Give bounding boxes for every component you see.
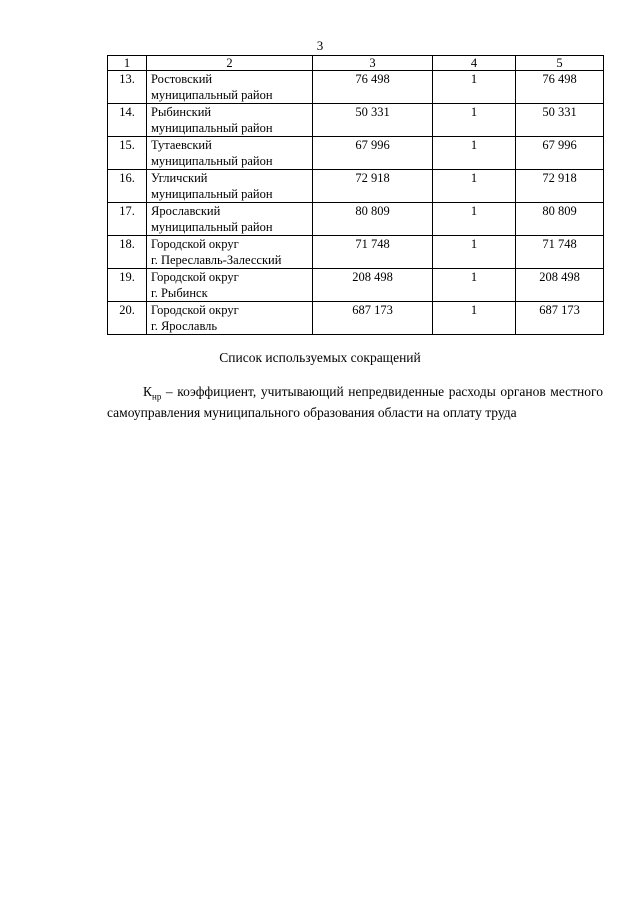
row-name-line-1: Городской округ <box>151 303 239 317</box>
table-body <box>108 71 604 335</box>
abbreviation-term <box>143 384 162 402</box>
table-header <box>108 56 604 71</box>
table-row <box>108 302 604 335</box>
row-col-4: 1 <box>433 269 516 302</box>
row-col-3: 208 498 <box>313 269 433 302</box>
header-row <box>108 56 604 71</box>
row-name-line-2: муниципальный район <box>151 121 273 135</box>
row-name <box>147 71 313 104</box>
row-number: 16. <box>108 170 147 203</box>
data-table <box>107 55 604 335</box>
row-col-5: 72 918 <box>516 170 604 203</box>
row-col-4: 1 <box>433 203 516 236</box>
row-name-line-2: г. Рыбинск <box>151 286 208 300</box>
row-col-3: 50 331 <box>313 104 433 137</box>
abbreviation-definition-text: – коэффициент, учитывающий непредвиденные расходы органов местного самоуправления муниципального образования области на оплату труда <box>107 384 603 421</box>
row-name <box>147 203 313 236</box>
row-col-4: 1 <box>433 236 516 269</box>
row-name <box>147 170 313 203</box>
row-number: 14. <box>108 104 147 137</box>
table-row <box>108 170 604 203</box>
row-name-line-1: Угличский <box>151 171 208 185</box>
row-number: 19. <box>108 269 147 302</box>
abbreviation-definition <box>107 384 603 422</box>
row-name-line-2: муниципальный район <box>151 88 273 102</box>
header-col-3: 3 <box>313 56 433 71</box>
row-col-5: 687 173 <box>516 302 604 335</box>
row-col-3: 67 996 <box>313 137 433 170</box>
table-row <box>108 236 604 269</box>
row-number: 15. <box>108 137 147 170</box>
row-col-3: 71 748 <box>313 236 433 269</box>
table-row <box>108 203 604 236</box>
row-col-3: 76 498 <box>313 71 433 104</box>
row-number: 13. <box>108 71 147 104</box>
row-col-4: 1 <box>433 71 516 104</box>
row-name-line-1: Рыбинский <box>151 105 212 119</box>
abbreviation-term-main: К <box>143 384 153 399</box>
row-name-line-2: муниципальный район <box>151 187 273 201</box>
row-col-3: 687 173 <box>313 302 433 335</box>
row-name <box>147 104 313 137</box>
row-col-3: 80 809 <box>313 203 433 236</box>
row-col-4: 1 <box>433 302 516 335</box>
row-name <box>147 236 313 269</box>
row-col-5: 80 809 <box>516 203 604 236</box>
row-col-5: 67 996 <box>516 137 604 170</box>
row-name-line-1: Ростовский <box>151 72 213 86</box>
row-name-line-2: муниципальный район <box>151 154 273 168</box>
row-name <box>147 269 313 302</box>
row-col-5: 208 498 <box>516 269 604 302</box>
row-name-line-1: Тутаевский <box>151 138 212 152</box>
row-col-5: 76 498 <box>516 71 604 104</box>
table-row <box>108 269 604 302</box>
abbreviations-title: Список используемых сокращений <box>219 350 421 365</box>
row-name-line-1: Городской округ <box>151 270 239 284</box>
row-col-5: 71 748 <box>516 236 604 269</box>
abbreviation-term-subscript: нр <box>152 391 162 402</box>
row-col-4: 1 <box>433 170 516 203</box>
table-row <box>108 104 604 137</box>
row-col-4: 1 <box>433 104 516 137</box>
header-col-5: 5 <box>516 56 604 71</box>
row-name-line-1: Городской округ <box>151 237 239 251</box>
page-number: 3 <box>316 38 324 53</box>
row-col-4: 1 <box>433 137 516 170</box>
row-name <box>147 302 313 335</box>
row-name <box>147 137 313 170</box>
row-number: 18. <box>108 236 147 269</box>
row-col-5: 50 331 <box>516 104 604 137</box>
row-name-line-2: г. Переславль-Залесский <box>151 253 282 267</box>
table-row <box>108 137 604 170</box>
row-name-line-1: Ярославский <box>151 204 221 218</box>
header-col-4: 4 <box>433 56 516 71</box>
row-col-3: 72 918 <box>313 170 433 203</box>
table-row <box>108 71 604 104</box>
header-col-1: 1 <box>108 56 147 71</box>
row-name-line-2: г. Ярославль <box>151 319 218 333</box>
row-number: 17. <box>108 203 147 236</box>
header-col-2: 2 <box>147 56 313 71</box>
row-number: 20. <box>108 302 147 335</box>
row-name-line-2: муниципальный район <box>151 220 273 234</box>
